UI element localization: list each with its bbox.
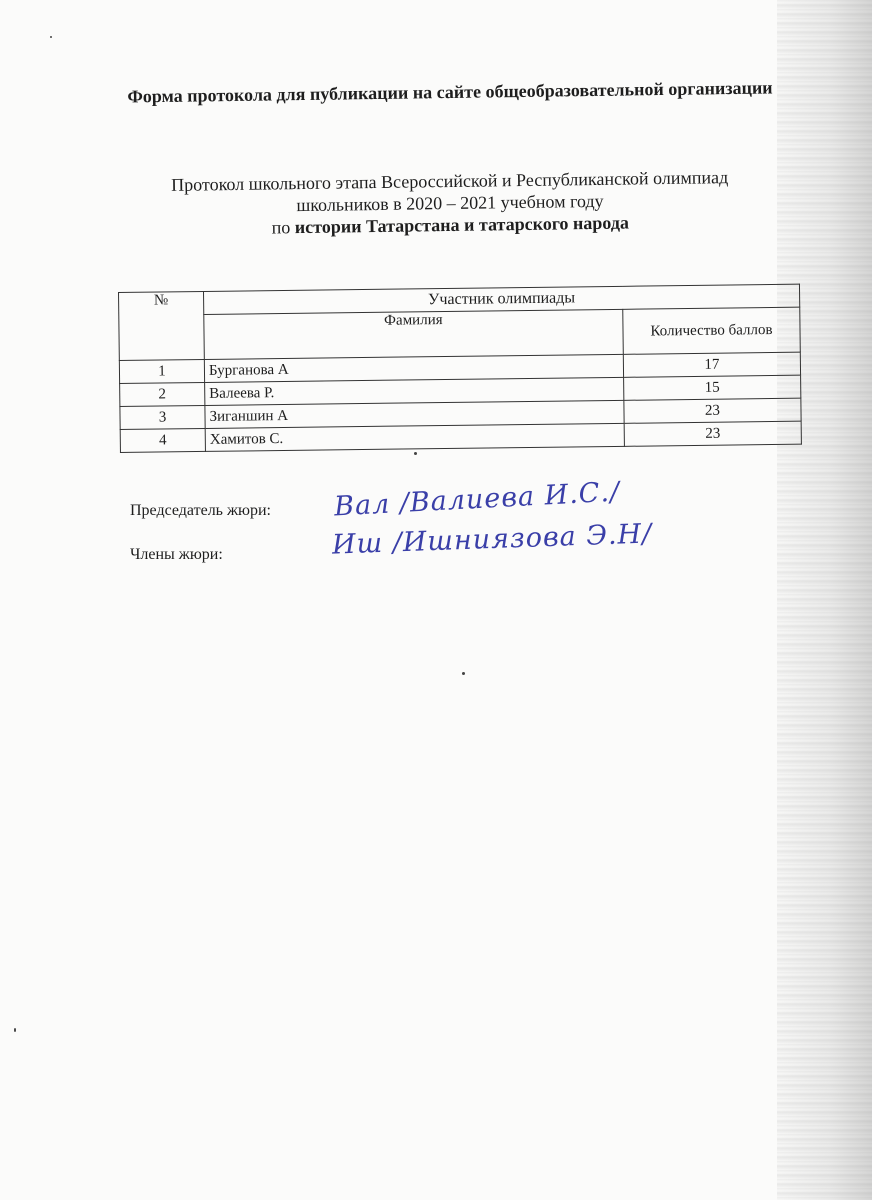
protocol-line-1: Протокол школьного этапа Всероссийской и Республиканской олимпиад — [171, 167, 729, 195]
row-name: Хамитов С. — [205, 423, 624, 451]
row-score: 15 — [624, 375, 801, 400]
header-surname: Фамилия — [204, 309, 624, 359]
chair-label: Председатель жюри: — [130, 502, 271, 519]
row-score: 23 — [624, 421, 801, 446]
row-name: Валеева Р. — [205, 377, 624, 405]
form-title: Форма протокола для публикации на сайте общеобразовательной организации — [127, 77, 773, 107]
chair-handwritten-signature: Вал /Валиева И.С./ — [333, 476, 621, 523]
results-table — [118, 284, 802, 453]
row-number: 2 — [120, 382, 205, 406]
row-name: Бурганова А — [204, 354, 623, 382]
scan-speck — [50, 36, 52, 38]
row-score: 17 — [623, 352, 800, 377]
header-number: № — [119, 291, 205, 360]
scan-edge-noise — [777, 0, 872, 1200]
results-table-wrapper — [118, 284, 802, 453]
members-signature-row — [130, 546, 223, 564]
row-number: 3 — [120, 405, 205, 429]
protocol-heading — [120, 165, 781, 240]
scan-speck — [14, 1028, 16, 1032]
header-score: Количество баллов — [623, 307, 801, 354]
row-number: 1 — [119, 359, 204, 383]
row-name: Зиганшин А — [205, 400, 624, 428]
header-participant: Участник олимпиады — [203, 284, 799, 314]
scan-speck — [462, 672, 465, 675]
protocol-line-2: школьников в 2020 – 2021 учебном году — [296, 190, 604, 216]
members-label: Члены жюри: — [130, 546, 223, 563]
protocol-subject-prefix: по — [271, 217, 291, 238]
row-number: 4 — [120, 428, 205, 452]
chair-signature-row — [130, 502, 271, 520]
row-score: 23 — [624, 398, 801, 423]
protocol-subject: истории Татарстана и татарского народа — [294, 212, 630, 238]
members-handwritten-signature: Иш /Ишниязова Э.Н/ — [331, 518, 653, 561]
scan-speck — [414, 452, 417, 455]
